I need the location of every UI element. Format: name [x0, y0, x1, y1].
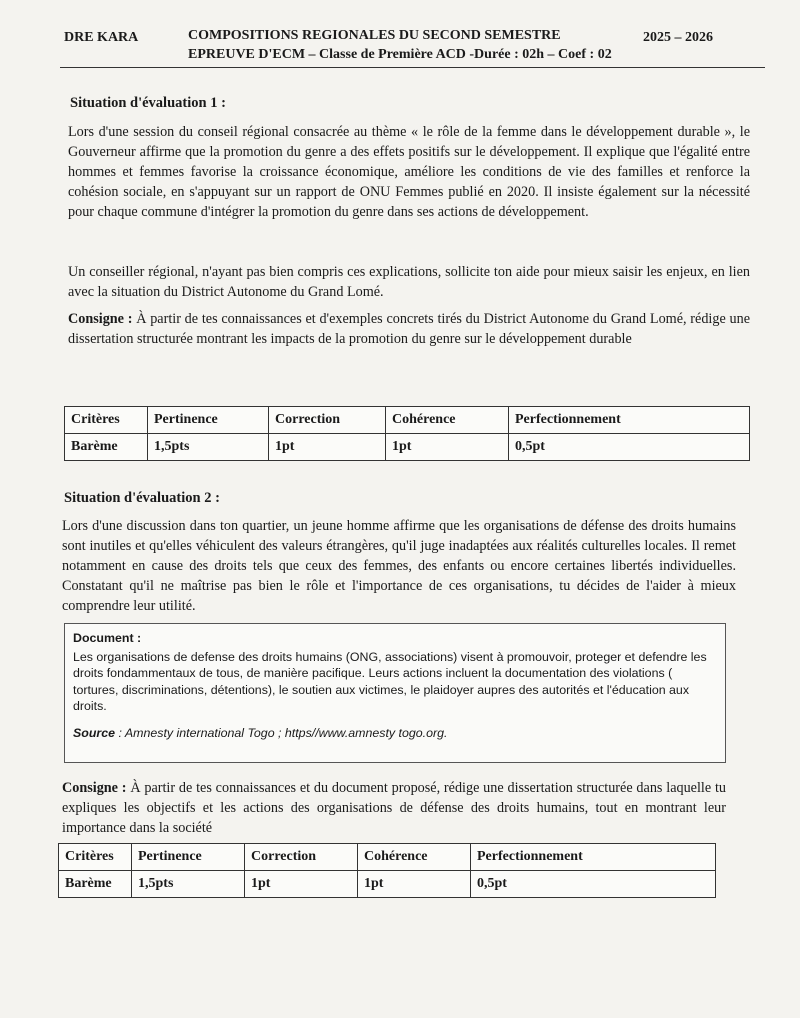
table-cell: 1pt: [358, 871, 471, 898]
grading-table-1: [64, 406, 750, 461]
table-cell: 0,5pt: [509, 434, 750, 461]
consigne-label: Consigne :: [62, 780, 127, 796]
table-row: [59, 844, 716, 871]
table-cell: 1,5pts: [132, 871, 245, 898]
table-cell: 1pt: [269, 434, 386, 461]
table-cell: Cohérence: [358, 844, 471, 871]
table-cell: Critères: [65, 407, 148, 434]
document-source: [73, 725, 717, 742]
table-row: [65, 434, 750, 461]
header-region: DRE KARA: [64, 30, 139, 45]
table-cell: Critères: [59, 844, 132, 871]
table-cell: Pertinence: [132, 844, 245, 871]
table-cell: Correction: [269, 407, 386, 434]
document-title: Document :: [73, 631, 142, 645]
table-cell: Barème: [59, 871, 132, 898]
table-cell: Barème: [65, 434, 148, 461]
table-cell: Cohérence: [386, 407, 509, 434]
table-cell: Perfectionnement: [471, 844, 716, 871]
table-cell: 1,5pts: [148, 434, 269, 461]
situation-1-title: Situation d'évaluation 1 :: [70, 95, 226, 111]
header-line-2: EPREUVE D'ECM – Classe de Première ACD -Durée : 02h – Coef : 02: [188, 47, 612, 62]
table-cell: 1pt: [245, 871, 358, 898]
consigne-text: À partir de tes connaissances et du document proposé, rédige une dissertation structurée dans laquelle tu expliques les objectifs et les actions des organisations de défense des droits humains, tout en montrant leur importance dans la société: [62, 780, 726, 836]
situation-1-paragraph-1: Lors d'une session du conseil régional consacrée au thème « le rôle de la femme dans le développement durable », le Gouverneur affirme que la promotion du genre a des effets positifs sur le développement. Il explique que l'égalité entre hommes et femmes favorise la croissance économique, améliore les conditions de vie des familles et renforce la cohésion sociale, en s'appuyant sur un rapport de ONU Femmes publié en 2020. Il insiste également sur la nécessité pour chaque commune d'intégrer la promotion du genre dans ses actions de développement.: [68, 124, 750, 220]
table-cell: 1pt: [386, 434, 509, 461]
situation-1-consigne: [68, 309, 750, 349]
header-year: 2025 – 2026: [643, 30, 713, 45]
header-divider: [60, 67, 765, 68]
document-box: [64, 623, 726, 763]
consigne-label: Consigne :: [68, 311, 133, 327]
document-body: Les organisations de defense des droits humains (ONG, associations) visent à promouvoir, proteger et defendre les droits fondammentaux de tous, de manière pacifique. Leurs actions incluent la documentation des violations ( tortures, discriminations, détentions), le soutien aux victimes, le plaidoyer aupres des autorités et l'éducation aux droits.: [73, 649, 707, 713]
table-row: [65, 407, 750, 434]
header-line-1: COMPOSITIONS REGIONALES DU SECOND SEMESTRE: [188, 28, 561, 43]
grading-table-2: [58, 843, 716, 898]
table-cell: Correction: [245, 844, 358, 871]
situation-1-paragraph-2: Un conseiller régional, n'ayant pas bien compris ces explications, sollicite ton aide pour mieux saisir les enjeux, en lien avec la situation du District Autonome du Grand Lomé.: [68, 264, 750, 300]
situation-2-consigne: [62, 778, 726, 838]
table-cell: Perfectionnement: [509, 407, 750, 434]
source-text: : Amnesty international Togo ; https//www.amnesty togo.org.: [115, 725, 448, 740]
table-cell: 0,5pt: [471, 871, 716, 898]
table-row: [59, 871, 716, 898]
situation-2-title: Situation d'évaluation 2 :: [64, 490, 220, 506]
table-cell: Pertinence: [148, 407, 269, 434]
source-label: Source: [73, 725, 116, 740]
situation-2-paragraph-1: Lors d'une discussion dans ton quartier, un jeune homme affirme que les organisations de défense des droits humains sont inutiles et qu'elles véhiculent des valeurs étrangères, qu'il juge inadaptées aux réalités culturelles locales. Il remet notamment en cause des droits tels que ceux des femmes, des enfants ou encore certaines libertés individuelles. Constatant qu'il ne maîtrise pas bien le rôle et l'importance de ces organisations, tu décides de l'aider à mieux comprendre leur utilité.: [62, 518, 736, 614]
header-title: [188, 26, 612, 64]
consigne-text: À partir de tes connaissances et d'exemples concrets tirés du District Autonome du Grand Lomé, rédige une dissertation structurée montrant les impacts de la promotion du genre sur le développement durable: [68, 311, 750, 347]
